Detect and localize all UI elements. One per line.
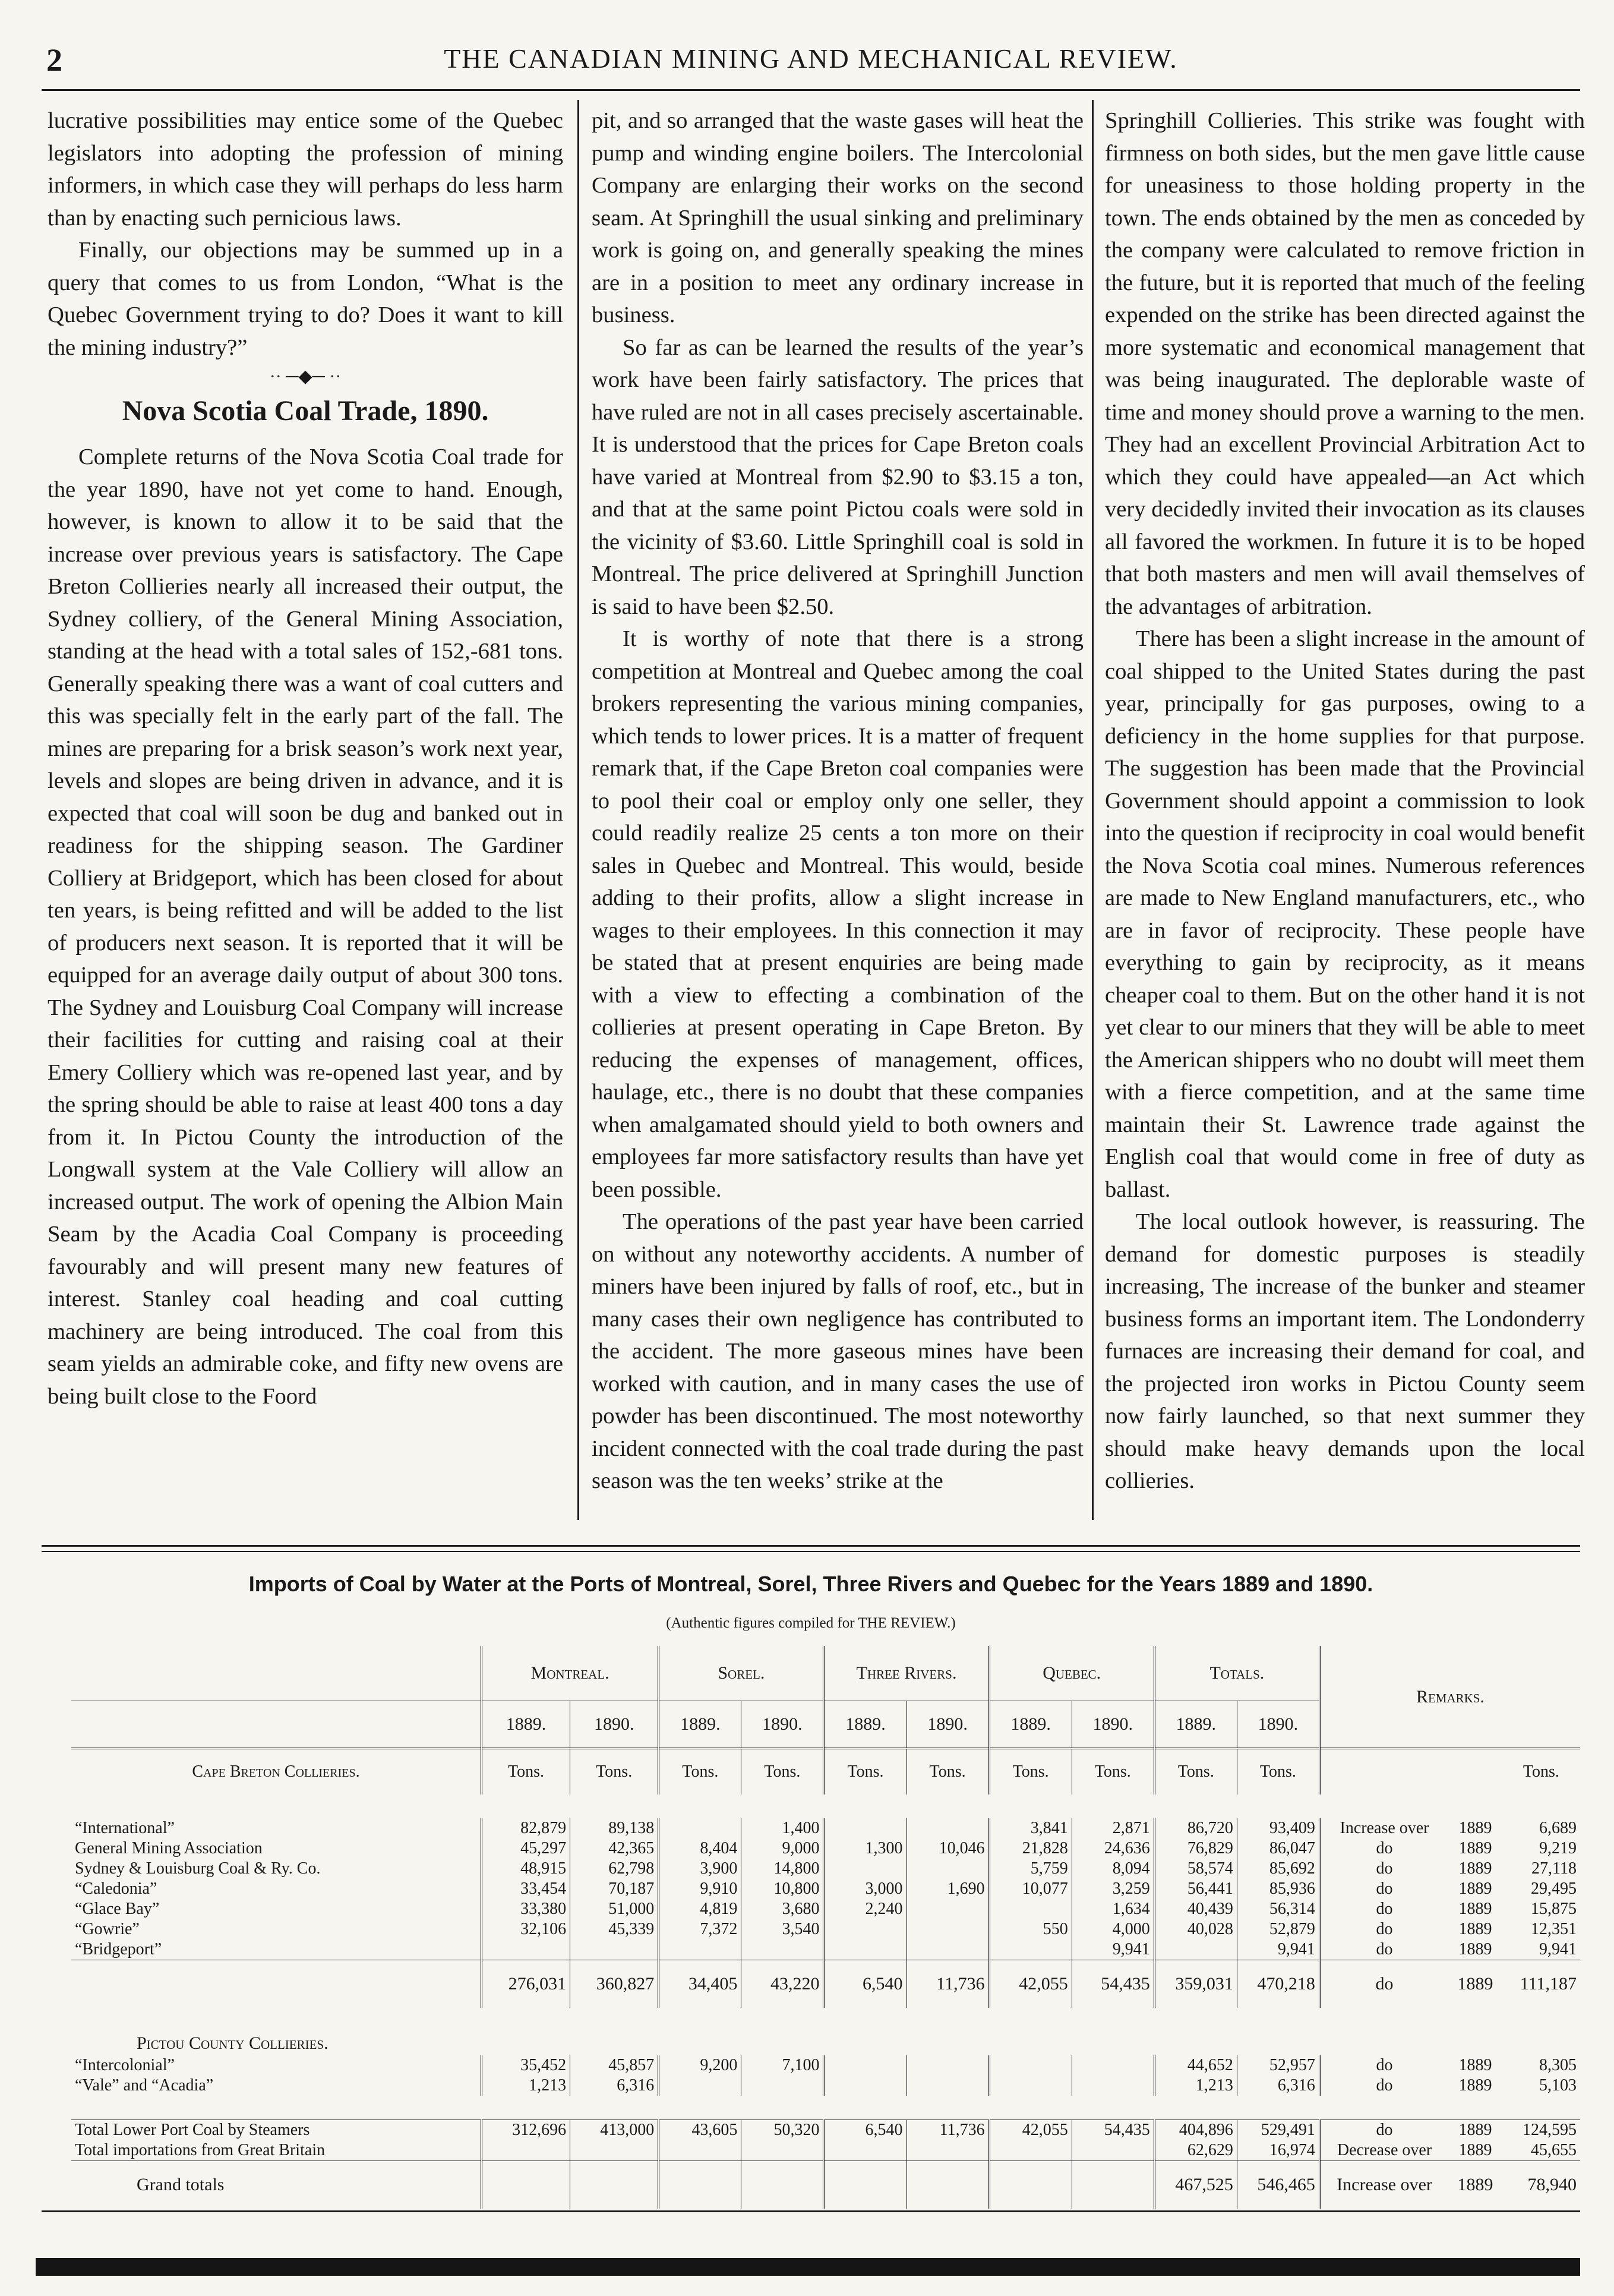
value-cell: 11,736 [907, 2120, 989, 2141]
row-label: “Gowrie” [75, 1920, 140, 1938]
remark-year: 1889 [1458, 1920, 1492, 1938]
port-header: Montreal. [481, 1646, 658, 1701]
unit-header: Tons. [1237, 1749, 1319, 1795]
value-cell: 3,540 [741, 1919, 824, 1939]
value-cell: 9,941 [1237, 1939, 1319, 1960]
value-cell [741, 2140, 824, 2161]
value-cell: 10,046 [907, 1838, 989, 1859]
table-row [71, 2055, 1580, 2076]
value-cell: 85,692 [1237, 1859, 1319, 1879]
unit-header: Tons. [741, 1749, 824, 1795]
section-label: Pictou County Collieries. [137, 2033, 329, 2053]
year-header: 1889. [481, 1701, 570, 1749]
table-title: Imports of Coal by Water at the Ports of Montreal, Sorel, Three Rivers and Quebec for the Years 1889 and 1890. [248, 1572, 1373, 1596]
header-rule [42, 89, 1580, 91]
row-label: “Vale” and “Acadia” [75, 2076, 214, 2095]
paragraph: Complete returns of the Nova Scotia Coal trade for the year 1890, have not yet come to hand. Enough, however, is known to allow it to be said that the increase over previous years is satisfactory. The Cape Breton Collieries nearly all increased their output, the Sydney colliery, of the General Mining Association, standing at the head with a total sales of 152,-681 tons. Generally speaking there was a want of coal cutters and this was specially felt in the early part of the fall. The mines are preparing for a brisk season’s work next year, levels and slopes are being driven in advance, and it is expected that coal will soon be dug and banked out in readiness for the shipping season. The Gardiner Colliery at Bridgeport, which has been closed for about ten years, is being refitted and will be added to the list of producers next season. It is reported that it will be equipped for an average daily output of about 300 tons. The Sydney and Louisburg Coal Company will increase their facilities for cutting and raising coal at their Emery Colliery which was re-opened last year, and by the spring should be able to raise at least 400 tons a day from it. In Pictou County the introduction of the Longwall system at the Vale Colliery will allow an increased output. The work of opening the Albion Main Seam by the Acadia Coal Company is proceeding favourably and will present many new features of interest. Stanley coal heading and coal cutting machinery are being introduced. The coal from this seam yields an admirable coke, and fifty new ovens are being built close to the Foord [48, 444, 563, 1409]
value-cell [1072, 2076, 1154, 2096]
value-cell: 8,094 [1072, 1859, 1154, 1879]
value-cell: 1,213 [1154, 2076, 1237, 2096]
value-cell: 6,540 [824, 1960, 907, 2008]
value-cell: 62,798 [570, 1859, 659, 1879]
paragraph: The operations of the past year have been carried on without any noteworthy accidents. A number of miners have been injured by falls of roof, etc., but in many cases their own negligence has contributed to the accident. The more gaseous mines have been worked with caution, and in many cases the use of powder has been discontinued. The most noteworthy incident connected with the coal trade during the past season was the ten weeks’ strike at the [592, 1209, 1084, 1493]
value-cell: 58,574 [1154, 1859, 1237, 1879]
value-cell: 82,879 [481, 1818, 570, 1838]
table-row [71, 1818, 1580, 1838]
remark-text: Increase over [1319, 2161, 1448, 2209]
page-number: 2 [46, 42, 62, 78]
value-cell: 10,077 [989, 1879, 1072, 1899]
remark-year: 1889 [1458, 1839, 1492, 1857]
spacer [71, 1794, 1580, 1818]
table-row [71, 1859, 1580, 1879]
value-cell: 62,629 [1154, 2140, 1237, 2161]
row-label: “Caledonia” [75, 1879, 157, 1898]
value-cell: 42,055 [989, 1960, 1072, 2008]
value-cell: 54,435 [1072, 2120, 1154, 2141]
column-divider [577, 100, 579, 1520]
table-row [71, 1899, 1580, 1919]
value-cell: 10,800 [741, 1879, 824, 1899]
value-cell: 470,218 [1237, 1960, 1319, 2008]
value-cell: 35,452 [481, 2055, 570, 2076]
coal-imports-table [71, 1646, 1580, 2209]
unit-header: Tons. [824, 1749, 907, 1795]
remark-text: do [1319, 2120, 1448, 2141]
remark-year: 1889 [1458, 1940, 1492, 1958]
value-cell: 404,896 [1154, 2120, 1237, 2141]
value-cell: 7,372 [659, 1919, 741, 1939]
value-cell [570, 2140, 659, 2161]
blank-cell [71, 1646, 481, 1701]
value-cell [989, 2140, 1072, 2161]
paragraph: The local outlook however, is reassuring. The demand for domestic purposes is steadily increasing, The increase of the bunker and steamer business forms an important item. The Londonderry furnaces are increasing their demand for coal, and the projected iron works in Pictou County seem now fairly launched, so that next summer they should make heavy demands upon the local collieries. [1105, 1209, 1585, 1493]
section-label: Cape Breton Collieries. [71, 1749, 481, 1795]
paragraph: Springhill Collieries. This strike was fought with firmness on both sides, but the men gave little cause for uneasiness to those holding property in the town. The ends obtained by the men as conceded by the company were calculated to remove friction in the future, but it is reported that much of the feeling expended on the strike has been directed against the more systematic and economical management that was being inaugurated. The deplorable waste of time and money should prove a warning to the men. They had an excellent Provincial Arbitration Act to which they could have appealed—an Act which very decidedly invited their invocation as its clauses all favored the workmen. In future it is to be hoped that both masters and men will avail themselves of the advantages of arbitration. [1105, 108, 1585, 619]
year-header: 1889. [659, 1701, 741, 1749]
value-cell: 9,200 [659, 2055, 741, 2076]
value-cell: 9,941 [1072, 1939, 1154, 1960]
value-cell [741, 1939, 824, 1960]
journal-title: THE CANADIAN MINING AND MECHANICAL REVIEW. [444, 43, 1178, 74]
value-cell [989, 2161, 1072, 2209]
value-cell: 5,759 [989, 1859, 1072, 1879]
value-cell [1072, 2161, 1154, 2209]
table-row [71, 1919, 1580, 1939]
value-cell: 51,000 [570, 1899, 659, 1919]
value-cell: 43,605 [659, 2120, 741, 2141]
paragraph: lucrative possibilities may entice some of the Quebec legislators into adopting the profession of mining informers, in which case they will perhaps do less harm than by enacting such pernicious laws. [48, 108, 563, 231]
value-cell: 2,240 [824, 1899, 907, 1919]
column-1 [48, 105, 563, 1519]
value-cell: 276,031 [481, 1960, 570, 2008]
remark-year: 1889 [1458, 1819, 1492, 1837]
blank-cell [71, 1701, 481, 1749]
value-cell: 3,000 [824, 1879, 907, 1899]
row-label: Total Lower Port Coal by Steamers [71, 2120, 481, 2141]
table-row [71, 1838, 1580, 1859]
remark-year: 1889 [1458, 1900, 1492, 1918]
value-cell: 467,525 [1154, 2161, 1237, 2209]
blank-cell [1319, 1749, 1448, 1795]
remark-value: 8,305 [1539, 2056, 1577, 2074]
value-cell [989, 2076, 1072, 2096]
remark-year: 1889 [1448, 2161, 1502, 2209]
remark-value: 29,495 [1531, 1879, 1577, 1898]
unit-header: Tons. [659, 1749, 741, 1795]
page-header [42, 37, 1580, 78]
value-cell: 40,028 [1154, 1919, 1237, 1939]
port-header: Three Rivers. [824, 1646, 989, 1701]
value-cell [570, 1939, 659, 1960]
value-cell: 9,000 [741, 1838, 824, 1859]
value-cell: 85,936 [1237, 1879, 1319, 1899]
value-cell: 48,915 [481, 1859, 570, 1879]
unit-header: Tons. [1072, 1749, 1154, 1795]
value-cell: 1,213 [481, 2076, 570, 2096]
column-2 [592, 105, 1084, 1519]
row-label: “International” [75, 1819, 175, 1837]
table-top-rule [42, 1545, 1580, 1547]
remark-text: Increase over [1319, 1818, 1448, 1838]
year-header: 1890. [1237, 1701, 1319, 1749]
remark-text: do [1319, 1939, 1448, 1960]
unit-header: Tons. [570, 1749, 659, 1795]
remark-value: 9,219 [1539, 1839, 1577, 1857]
value-cell [1072, 2140, 1154, 2161]
remark-value: 5,103 [1539, 2076, 1577, 2095]
value-cell [659, 1939, 741, 1960]
row-label: Grand totals [71, 2161, 481, 2209]
value-cell: 359,031 [1154, 1960, 1237, 2008]
value-cell [989, 2055, 1072, 2076]
value-cell: 33,454 [481, 1879, 570, 1899]
remark-text: do [1319, 1838, 1448, 1859]
value-cell: 1,300 [824, 1838, 907, 1859]
table-row [71, 1939, 1580, 1960]
value-cell [907, 1919, 989, 1939]
value-cell: 14,800 [741, 1859, 824, 1879]
value-cell: 33,380 [481, 1899, 570, 1919]
row-label: “Intercolonial” [75, 2056, 175, 2074]
value-cell: 24,636 [1072, 1838, 1154, 1859]
value-cell [659, 1818, 741, 1838]
value-cell: 44,652 [1154, 2055, 1237, 2076]
value-cell [907, 2076, 989, 2096]
value-cell: 70,187 [570, 1879, 659, 1899]
remark-text: do [1319, 1879, 1448, 1899]
value-cell: 45,857 [570, 2055, 659, 2076]
remark-text: do [1319, 1919, 1448, 1939]
value-cell: 52,957 [1237, 2055, 1319, 2076]
year-header: 1890. [1072, 1701, 1154, 1749]
year-header: 1890. [907, 1701, 989, 1749]
value-cell: 93,409 [1237, 1818, 1319, 1838]
blank-cell [1448, 1749, 1502, 1795]
table-row [71, 2076, 1580, 2096]
value-cell [570, 2161, 659, 2209]
value-cell: 7,100 [741, 2055, 824, 2076]
value-cell [907, 1899, 989, 1919]
remark-value: 12,351 [1531, 1920, 1577, 1938]
value-cell: 45,339 [570, 1919, 659, 1939]
value-cell: 546,465 [1237, 2161, 1319, 2209]
value-cell [1072, 2055, 1154, 2076]
value-cell: 3,680 [741, 1899, 824, 1919]
paragraph: There has been a slight increase in the amount of coal shipped to the United States during the past year, principally for gas purposes, owing to a deficiency in the home supplies for that purpose. The suggestion has been made that the Provincial Government should appoint a commission to look into the question if reciprocity in coal would benefit the Nova Scotia coal mines. Numerous references are made to New England manufacturers, etc., who are in favor of reciprocity. These people have everything to gain by reciprocity, as it means cheaper coal to them. But on the other hand it is not yet clear to our miners that they will be able to meet the American shippers who no doubt will meet them with a fierce competition, and at the same time maintain their St. Lawrence trade against the English coal that would come in free of duty as ballast. [1105, 626, 1585, 1202]
remark-value: 78,940 [1502, 2161, 1580, 2209]
value-cell: 42,055 [989, 2120, 1072, 2141]
value-cell: 50,320 [741, 2120, 824, 2141]
value-cell: 32,106 [481, 1919, 570, 1939]
value-cell [824, 1939, 907, 1960]
article-heading: Nova Scotia Coal Trade, 1890. [122, 395, 489, 427]
unit-header: Tons. [907, 1749, 989, 1795]
value-cell [989, 1899, 1072, 1919]
table-row [71, 2120, 1580, 2141]
value-cell [989, 1939, 1072, 1960]
remark-text: do [1319, 1899, 1448, 1919]
value-cell: 89,138 [570, 1818, 659, 1838]
value-cell [824, 1859, 907, 1879]
spacer [71, 2008, 1580, 2032]
value-cell: 8,404 [659, 1838, 741, 1859]
value-cell: 9,910 [659, 1879, 741, 1899]
value-cell: 21,828 [989, 1838, 1072, 1859]
remark-value: 124,595 [1502, 2120, 1580, 2141]
value-cell [481, 2161, 570, 2209]
row-label: Total importations from Great Britain [75, 2141, 326, 2159]
table-bottom-rule [42, 2210, 1580, 2212]
value-cell: 11,736 [907, 1960, 989, 2008]
value-cell: 45,297 [481, 1838, 570, 1859]
value-cell: 42,365 [570, 1838, 659, 1859]
value-cell: 1,690 [907, 1879, 989, 1899]
row-label: Sydney & Louisburg Coal & Ry. Co. [75, 1859, 321, 1878]
value-cell: 312,696 [481, 2120, 570, 2141]
value-cell [907, 2161, 989, 2209]
value-cell [907, 2140, 989, 2161]
remark-year: 1889 [1458, 1859, 1492, 1878]
remark-value: 111,187 [1502, 1960, 1580, 2008]
value-cell: 413,000 [570, 2120, 659, 2141]
value-cell: 54,435 [1072, 1960, 1154, 2008]
value-cell [824, 1818, 907, 1838]
table-subtitle: (Authentic figures compiled for THE REVIEW.) [666, 1615, 956, 1631]
value-cell: 16,974 [1237, 2140, 1319, 2161]
value-cell [659, 2161, 741, 2209]
value-cell [741, 2161, 824, 2209]
value-cell [741, 2076, 824, 2096]
table-row [71, 2140, 1580, 2161]
value-cell: 3,259 [1072, 1879, 1154, 1899]
value-cell [659, 2140, 741, 2161]
value-cell: 56,441 [1154, 1879, 1237, 1899]
value-cell: 1,634 [1072, 1899, 1154, 1919]
value-cell [824, 2161, 907, 2209]
value-cell: 529,491 [1237, 2120, 1319, 2141]
column-3 [1105, 105, 1585, 1519]
table-row [71, 1879, 1580, 1899]
table-row [71, 1960, 1580, 2008]
remark-text: Decrease over [1319, 2140, 1448, 2161]
value-cell: 86,720 [1154, 1818, 1237, 1838]
value-cell: 3,841 [989, 1818, 1072, 1838]
value-cell: 4,819 [659, 1899, 741, 1919]
row-label: General Mining Association [75, 1839, 263, 1857]
remarks-header: Remarks. [1319, 1646, 1580, 1749]
value-cell [907, 2055, 989, 2076]
remark-year: 1889 [1448, 2120, 1502, 2141]
value-cell [1154, 1939, 1237, 1960]
remark-value: 45,655 [1531, 2141, 1577, 2159]
value-cell [481, 1939, 570, 1960]
remark-text: do [1319, 1859, 1448, 1879]
row-label [71, 1960, 481, 2008]
value-cell [907, 1859, 989, 1879]
value-cell: 86,047 [1237, 1838, 1319, 1859]
value-cell: 34,405 [659, 1960, 741, 2008]
row-label: “Glace Bay” [75, 1900, 160, 1918]
column-divider [1092, 100, 1094, 1520]
value-cell: 52,879 [1237, 1919, 1319, 1939]
value-cell: 56,314 [1237, 1899, 1319, 1919]
remark-year: 1889 [1458, 2141, 1492, 2159]
remark-text: do [1319, 2076, 1448, 2096]
remark-year: 1889 [1448, 1960, 1502, 2008]
value-cell [824, 1919, 907, 1939]
remark-year: 1889 [1458, 1879, 1492, 1898]
remark-value: 9,941 [1539, 1940, 1577, 1958]
port-header: Totals. [1154, 1646, 1319, 1701]
page-bottom-bar [36, 2258, 1580, 2276]
unit-header: Tons. [989, 1749, 1072, 1795]
remark-text: do [1319, 2055, 1448, 2076]
remark-value: 27,118 [1531, 1859, 1577, 1878]
year-header: 1890. [741, 1701, 824, 1749]
remark-year: 1889 [1458, 2056, 1492, 2074]
value-cell: 40,439 [1154, 1899, 1237, 1919]
year-header: 1890. [570, 1701, 659, 1749]
remark-year: 1889 [1458, 2076, 1492, 2095]
paragraph: Finally, our objections may be summed up in a query that comes to us from London, “What is the Quebec Government trying to do? Does it want to kill the mining industry?” [48, 238, 563, 360]
value-cell [659, 2076, 741, 2096]
value-cell: 550 [989, 1919, 1072, 1939]
value-cell: 4,000 [1072, 1919, 1154, 1939]
value-cell: 6,316 [1237, 2076, 1319, 2096]
value-cell: 360,827 [570, 1960, 659, 2008]
year-header: 1889. [824, 1701, 907, 1749]
value-cell: 6,316 [570, 2076, 659, 2096]
remark-value: 15,875 [1531, 1900, 1577, 1918]
year-header: 1889. [989, 1701, 1072, 1749]
value-cell [481, 2140, 570, 2161]
port-header: Quebec. [989, 1646, 1154, 1701]
value-cell: 6,540 [824, 2120, 907, 2141]
row-label: “Bridgeport” [75, 1940, 162, 1958]
table-top-rule [42, 1551, 1580, 1552]
section-separator: ·· ─◆─ ·· [269, 367, 342, 386]
paragraph: pit, and so arranged that the waste gases will heat the pump and winding engine boilers. The Intercolonial Company are enlarging their works on the second seam. At Springhill the usual sinking and preliminary work is going on, and generally speaking the mines are in a position to meet any ordinary increase in business. [592, 108, 1084, 327]
value-cell [824, 2055, 907, 2076]
value-cell: 3,900 [659, 1859, 741, 1879]
paragraph: It is worthy of note that there is a strong competition at Montreal and Quebec among the coal brokers representing the various mining companies, which tends to lower prices. It is a matter of frequent remark that, if the Cape Breton coal companies were to pool their coal or employ only one seller, they could readily realize 25 cents a ton more on their sales in Quebec and Montreal. This would, beside adding to their profits, allow a slight increase in wages to their employees. In this connection it may be stated that at present enquiries are being made with a view to effecting a combination of the collieries at present operating in Cape Breton. By reducing the expenses of management, offices, haulage, etc., there is no doubt that these companies when amalgamated should yield to both owners and employees far more satisfactory results than have yet been possible. [592, 626, 1084, 1202]
unit-header: Tons. [1154, 1749, 1237, 1795]
unit-header: Tons. [481, 1749, 570, 1795]
value-cell: 76,829 [1154, 1838, 1237, 1859]
value-cell: 43,220 [741, 1960, 824, 2008]
port-header: Sorel. [659, 1646, 824, 1701]
value-cell: 2,871 [1072, 1818, 1154, 1838]
year-header: 1889. [1154, 1701, 1237, 1749]
value-cell [907, 1818, 989, 1838]
value-cell [907, 1939, 989, 1960]
remark-text: do [1319, 1960, 1448, 2008]
value-cell [824, 2140, 907, 2161]
unit-header: Tons. [1502, 1749, 1580, 1795]
value-cell [824, 2076, 907, 2096]
table-row [71, 2161, 1580, 2209]
value-cell: 1,400 [741, 1818, 824, 1838]
remark-value: 6,689 [1539, 1819, 1577, 1837]
paragraph: So far as can be learned the results of the year’s work have been fairly satisfactory. The prices that have ruled are not in all cases precisely ascertainable. It is understood that the prices for Cape Breton coals have varied at Montreal from $2.90 to $3.15 a ton, and that at the same point Pictou coals were sold in the vicinity of $3.60. Little Springhill coal is sold in Montreal. The price delivered at Springhill Junction is said to have been $2.50. [592, 335, 1084, 619]
spacer [71, 2096, 1580, 2120]
